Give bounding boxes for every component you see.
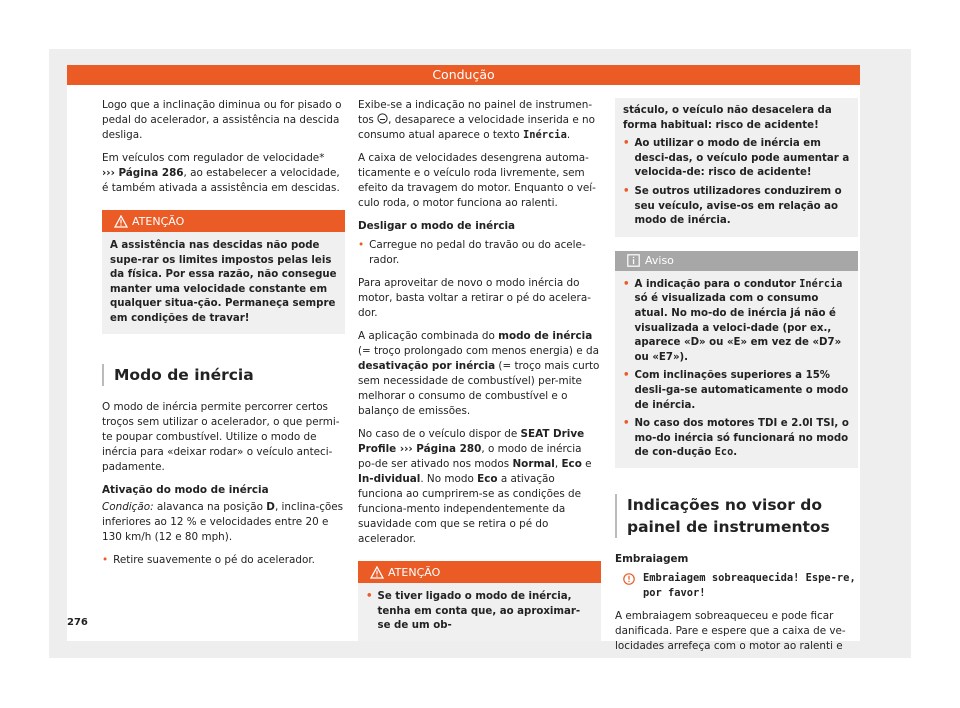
warning-triangle-icon (114, 215, 128, 228)
page-number: 276 (67, 617, 88, 628)
display-message: Embraiagem sobreaquecida! Espe-re, por favor! (615, 571, 858, 601)
warning-box (102, 210, 345, 334)
page-reference-link[interactable]: ››› Página 280 (396, 443, 482, 455)
bullet-icon: • (623, 138, 630, 150)
paragraph: Para aproveitar de novo o modo inércia do motor, basta voltar a retirar o pé do acelera-dor. (358, 277, 591, 319)
aviso-box (615, 251, 858, 468)
paragraph: O modo de inércia permite percorrer certos troços sem utilizar o acelerador, o que permi-te poupar combustível. Utilize o modo de inércia para «deixar rodar» o veículo anteci-padamente. (102, 400, 340, 473)
page-reference-link[interactable]: ››› Página 286 (102, 167, 184, 179)
subheading: Desligar o modo de inércia (358, 220, 516, 232)
paragraph: Logo que a inclinação diminua ou for pisado o pedal do acelerador, a assistência na descida desliga. (102, 99, 342, 141)
column-1 (102, 98, 345, 576)
warning-title: ATENÇÃO (132, 215, 185, 228)
section-title: Modo de inércia (102, 364, 345, 386)
section-title: Indicações no visor do painel de instrumentos (615, 494, 858, 538)
warning-text: A assistência nas descidas não pode supe-rar os limites impostos pelas leis da física. Por essa razão, não consegue manter uma velocidade constante em qualquer situa-ção. Permaneça sempre em condições de travar! (110, 240, 337, 324)
list-item: • Ao utilizar o modo de inércia em desci-das, o veículo pode aumentar a velocida-de: risco de acidente! (623, 137, 850, 181)
list-item: • Retire suavemente o pé do acelerador. (102, 553, 315, 566)
paragraph: No caso de o veículo dispor de SEAT Drive Profile ››› Página 280, o modo de inércia po-de ser ativado nos modos Normal, Eco e In-dividual. No modo Eco a ativação funciona ao cumprirem-se as condições de funciona-mento independentemente da suavidade com que se retira o pé do acelerador. (358, 428, 592, 545)
warning-box-continued: stáculo, o veículo não desacelera da forma habitual: risco de acidente! • Ao utilizar o modo de inércia em desci-das, o veículo pode aumentar a velocida-de: risco de acidente! • Se outros utilizadores conduzirem o seu veículo, avise-os em relação ao modo de inércia. (615, 98, 858, 237)
list-item: • Se outros utilizadores conduzirem o seu veículo, avise-os em relação ao modo de inércia. (623, 185, 850, 229)
subheading: Embraiagem (615, 552, 689, 565)
manual-page (67, 65, 860, 652)
bullet-icon: • (623, 370, 630, 382)
paragraph: Exibe-se a indicação no painel de instrumen-tos , desaparece a velocidade inserida e no consumo atual aparece o texto Inércia. (358, 99, 595, 141)
alert-circle-icon (623, 573, 635, 585)
list-item: • A indicação para o condutor Inércia só é visualizada com o consumo atual. No mo-do de inércia já não é visualizada a veloci-dade (por ex., aparece «D» ou «E» em vez de «D7» ou «E7»). (623, 278, 850, 366)
column-3 (615, 98, 858, 662)
warning-title: ATENÇÃO (388, 566, 441, 579)
warning-triangle-icon (370, 566, 384, 579)
list-item: • No caso dos motores TDI e 2.0l TSI, o mo-do inércia só funcionará no modo de con-dução Eco. (623, 417, 850, 461)
aviso-body (615, 271, 858, 468)
paragraph: A embraiagem sobreaqueceu e pode ficar danificada. Pare e espere que a caixa de ve-locidades arrefeça com o motor ao ralenti e (615, 609, 846, 652)
paragraph: Condição: alavanca na posição D, inclina-ções inferiores ao 12 % e velocidades entre 20 e 130 km/h (12 e 80 mph). (102, 500, 344, 543)
subheading: Ativação do modo de inércia (102, 483, 269, 496)
warning-header (358, 563, 601, 583)
warning-box (358, 561, 601, 641)
info-icon (627, 254, 640, 267)
aviso-header (615, 251, 858, 271)
bullet-icon: • (358, 239, 365, 251)
aviso-title: Aviso (645, 253, 674, 267)
list-item: • Carregue no pedal do travão ou do acele-rador. (358, 239, 586, 266)
paragraph: Em veículos com regulador de velocidade* ››› Página 286, ao estabelecer a velocidade, é também ativada a assistência em descidas. (102, 152, 340, 194)
bullet-icon: • (623, 418, 630, 430)
list-item: • Se tiver ligado o modo de inércia, tenha em conta que, ao aproximar-se de um ob- (358, 583, 601, 641)
header-title: Condução (432, 67, 495, 82)
coasting-icon (377, 113, 388, 124)
bullet-icon: • (623, 278, 630, 290)
paragraph: A caixa de velocidades desengrena automa-ticamente e o veículo roda livremente, sem efeito da travagem do motor. Enquanto o veí-culo roda, o motor funciona ao ralenti. (358, 152, 596, 209)
page-header (67, 65, 860, 85)
warning-header (102, 212, 345, 232)
bullet-icon: • (102, 553, 109, 566)
column-2 (358, 98, 601, 641)
bullet-icon: • (623, 185, 630, 197)
list-item: • Com inclinações superiores a 15% desli-ga-se automaticamente o modo de inércia. (623, 369, 850, 413)
paragraph: A aplicação combinada do modo de inércia (= troço prolongado com menos energia) e da desativação por inércia (= troço mais curto sem necessidade de combustível) per-mite melhorar o consumo de combustível e o balanço de emissões. (358, 330, 600, 417)
bullet-icon: • (366, 591, 373, 602)
